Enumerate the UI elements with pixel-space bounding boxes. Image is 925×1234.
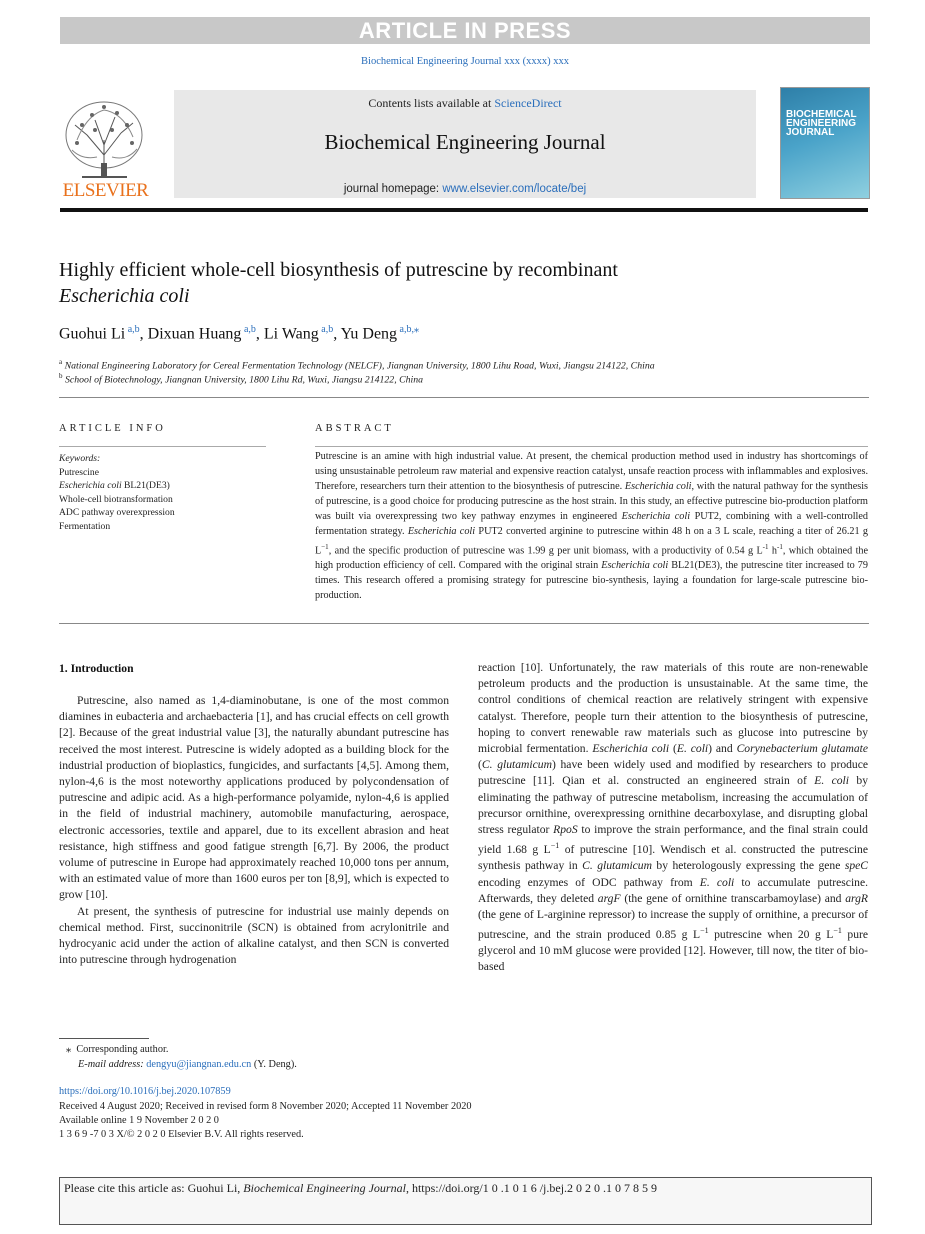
intro-paragraph: At present, the synthesis of putrescine for industrial use mainly depends on chemical method. First, succinonitrile (SCN) is obtained from acrylonitrile and hydrocyanic acid under the action of alkaline catalyst, and then SCN is converted into putrescine through hydrogenation xyxy=(59,904,449,967)
keyword-item: Putrescine xyxy=(59,466,99,478)
keywords-block xyxy=(59,452,259,533)
contents-available-line xyxy=(174,96,756,111)
keyword-item: Escherichia coli BL21(DE3) xyxy=(59,480,170,491)
journal-cover-thumbnail[interactable] xyxy=(780,87,870,199)
corresponding-mark: ⁎ xyxy=(66,1044,72,1055)
article-info-rule xyxy=(59,446,266,447)
article-info-heading: ARTICLE INFO xyxy=(59,423,166,434)
cite-doi-link[interactable]: , https://doi.org/1 0 .1 0 1 6 /j.bej.2 0 2 0 .1 0 7 8 5 9 xyxy=(405,1181,658,1195)
email-suffix: (Y. Deng). xyxy=(251,1059,297,1070)
title-line-1: Highly efficient whole-cell biosynthesis of putrescine by recombinant xyxy=(59,259,618,281)
article-title xyxy=(59,257,869,309)
author-name[interactable]: Guohui Li xyxy=(59,325,126,343)
abstract-rule xyxy=(315,446,868,447)
homepage-link[interactable]: www.elsevier.com/locate/bej xyxy=(442,183,587,195)
cite-this-article-box xyxy=(59,1177,872,1225)
title-line-2: Escherichia coli xyxy=(59,285,190,307)
cover-title: BIOCHEMICAL ENGINEERING JOURNAL xyxy=(786,109,857,138)
abstract-body: Putrescine is an amine with high industrial value. At present, the chemical production method used in industry has shortcomings of using unsustainable petroleum raw material and expensive reaction catalyst, unsafe reaction process with inflammables and explosives. Therefore, researchers turn their attention to the biosynthesis of putrescine. Escherichia coli, with the natural pathway for the synthesis of putrescine, is a good choice for producing putrescine as the host strain. In this study, an effective putrescine bio-production platform was built via overexpressing two key pathway enzymes in engineered Escherichia coli PUT2, combining with a well-controlled fermentation strategy. Escherichia coli PUT2 converted arginine to putrescine within 48 h on a 3 L scale, reaching a titer of 26.21 g $L^{-1}$, and the specific production of putrescine was 1.99 g per unit biomass, with a productivity of 0.54 g $L^{-1}$ $h^{-1}$, which obtained the high production efficiency of cell. Compared with the original strain Escherichia coli BL21(DE3), the putrescine titer increased to 79 times. This research offered a promising strategy for putrescine bio-synthesis, laying a foundation for large-scale putrescine bio-production. xyxy=(315,451,869,602)
keyword-item: Whole-cell biotransformation xyxy=(59,493,173,505)
abstract-heading: ABSTRACT xyxy=(315,423,394,434)
sciencedirect-link[interactable]: ScienceDirect xyxy=(494,96,562,110)
author-affiliation-mark[interactable]: a,b xyxy=(127,324,140,335)
copyright-line: 1 3 6 9 -7 0 3 X/© 2 0 2 0 Elsevier B.V. All rights reserved. xyxy=(59,1129,304,1140)
author-name[interactable]: Dixuan Huang xyxy=(147,325,242,343)
author-separator: , xyxy=(333,325,341,343)
affiliation-text: School of Biotechnology, Jiangnan University, 1800 Lihu Rd, Wuxi, Jiangsu 214122, China xyxy=(64,374,424,386)
corresponding-author-note xyxy=(66,1043,168,1057)
affiliation-text: National Engineering Laboratory for Cereal Fermentation Technology (NELCF), Jiangnan University, 1800 Lihu Road, Wuxi, Jiangsu 214122, China xyxy=(64,360,655,372)
doi-link[interactable]: https://doi.org/10.1016/j.bej.2020.107859 xyxy=(59,1086,231,1097)
received-dates: Received 4 August 2020; Received in revised form 8 November 2020; Accepted 11 November 2020 xyxy=(59,1101,472,1112)
email-label: E-mail address: xyxy=(78,1059,144,1070)
affiliation-sup: b xyxy=(59,372,63,380)
author-separator: , xyxy=(139,325,148,343)
keywords-label: Keywords: xyxy=(59,453,101,464)
article-in-press-banner: ARTICLE IN PRESS xyxy=(60,17,870,44)
introduction-heading: 1. Introduction xyxy=(59,662,134,675)
email-link[interactable]: dengyu@jiangnan.edu.cn xyxy=(146,1059,252,1070)
author-affiliation-mark[interactable]: a,b xyxy=(243,324,256,335)
affiliation-a xyxy=(59,358,869,371)
cite-text: Please cite this article as: Guohui Li, Biochemical Engineering Journal, https://doi.org/1 0 .1 0 1 6 /j.bej.2 0 2 0 .1 0 7 8 5 9 xyxy=(64,1181,658,1195)
info-top-rule xyxy=(59,397,869,398)
intro-paragraph: reaction [10]. Unfortunately, the raw materials of this route are non-renewable petroleum products and the production is unsustainable. At the same time, the control conditions of chemical reaction are relatively stringent with expensive catalyst. Therefore, people turn their attention to the biosynthesis of putrescine, hoping to convert renewable raw materials such as glucose into putrescine by microbial fermentation. Escherichia coli (E. coli) and Corynebacterium glutamate (C. glutamicum) have been widely used and modified by researchers to produce putrescine [11]. Qian et al. constructed an engineered strain of E. coli by eliminating the pathway of putrescine metabolism, increasing the accumulation of precursor ornithine, overexpressing ornithine decarboxylase, and disrupting global stress regulator RpoS to improve the strain performance, and the final strain could yield 1.68 g $L^{-1}$ of putrescine [10]. Wendisch et al. constructed the putrescine synthesis pathway in C. glutamicum by heterologously expressing the gene speC encoding enzymes of ODC pathway from E. coli to accumulate putrescine. Afterwards, they deleted argF (the gene of ornithine transcarbamoylase) and argR (the gene of L-arginine repressor) to increase the supply of ornithine, a precursor of putrescine, and the strain produced 0.85 g $L^{-1}$ putrescine when 20 g $L^{-1}$ pure glycerol and 10 mM glucose were provided [12]. However, till now, the titer of bio-based xyxy=(478,661,869,974)
available-online: Available online 1 9 November 2 0 2 0 xyxy=(59,1115,219,1126)
contents-prefix: Contents lists available at xyxy=(368,96,495,110)
author-affiliation-mark[interactable]: a,b, xyxy=(399,324,414,335)
corresponding-author-mark[interactable]: ⁎ xyxy=(414,324,419,335)
affiliation-b xyxy=(59,372,869,385)
author-affiliation-mark[interactable]: a,b xyxy=(321,324,334,335)
keyword-item: Fermentation xyxy=(59,520,111,532)
abstract-bottom-rule xyxy=(59,623,869,624)
intro-paragraph: Putrescine, also named as 1,4-diaminobutane, is one of the most common diamines in eubacteria and archaebacteria [1], and has crucial effects on cell growth [2]. Because of the great industrial value [3], the naturally abundant putrescine has received the most interest. Putrescine is widely adopted as a building block for the industrial production of bioplastics, fungicides, and surfactants [4,5]. Among them, nylon-4,6 is the most noteworthy applications produced by polycondensation of putrescine and adipic acid. As a high-performance polyamide, nylon-4,6 is applied in the field of industrial machinery, automobile manufacturing, aerospace, electronic accessories, textile and apparel, due to its excellent abrasion and heat resistance, high stiffness and good fatigue strength [6,7]. By 2006, the product volume of putrescine in Europe had approximately reached 10,000 tons per annum, with an estimated value of more than 1600 euros per ton [8,9], which is expected to grow [10]. xyxy=(59,694,449,902)
author-name[interactable]: Yu Deng xyxy=(340,325,398,343)
intro-right-column xyxy=(478,660,868,976)
journal-reference-link[interactable]: Biochemical Engineering Journal xxx (xxxx) xxx xyxy=(361,56,569,67)
footnote-rule xyxy=(59,1038,149,1039)
journal-title: Biochemical Engineering Journal xyxy=(324,130,606,154)
elsevier-wordmark: ELSEVIER xyxy=(62,180,149,201)
author-name[interactable]: Li Wang xyxy=(263,325,319,343)
keyword-item: ADC pathway overexpression xyxy=(59,507,175,518)
email-note xyxy=(78,1058,297,1072)
affiliation-sup: a xyxy=(59,358,63,366)
author-separator: , xyxy=(255,325,264,343)
header-divider xyxy=(60,208,868,212)
corresponding-text: Corresponding author. xyxy=(76,1044,169,1055)
homepage-prefix: journal homepage: xyxy=(343,183,443,195)
journal-homepage-line xyxy=(174,183,756,195)
intro-left-column xyxy=(59,693,449,968)
author-list xyxy=(59,324,869,343)
